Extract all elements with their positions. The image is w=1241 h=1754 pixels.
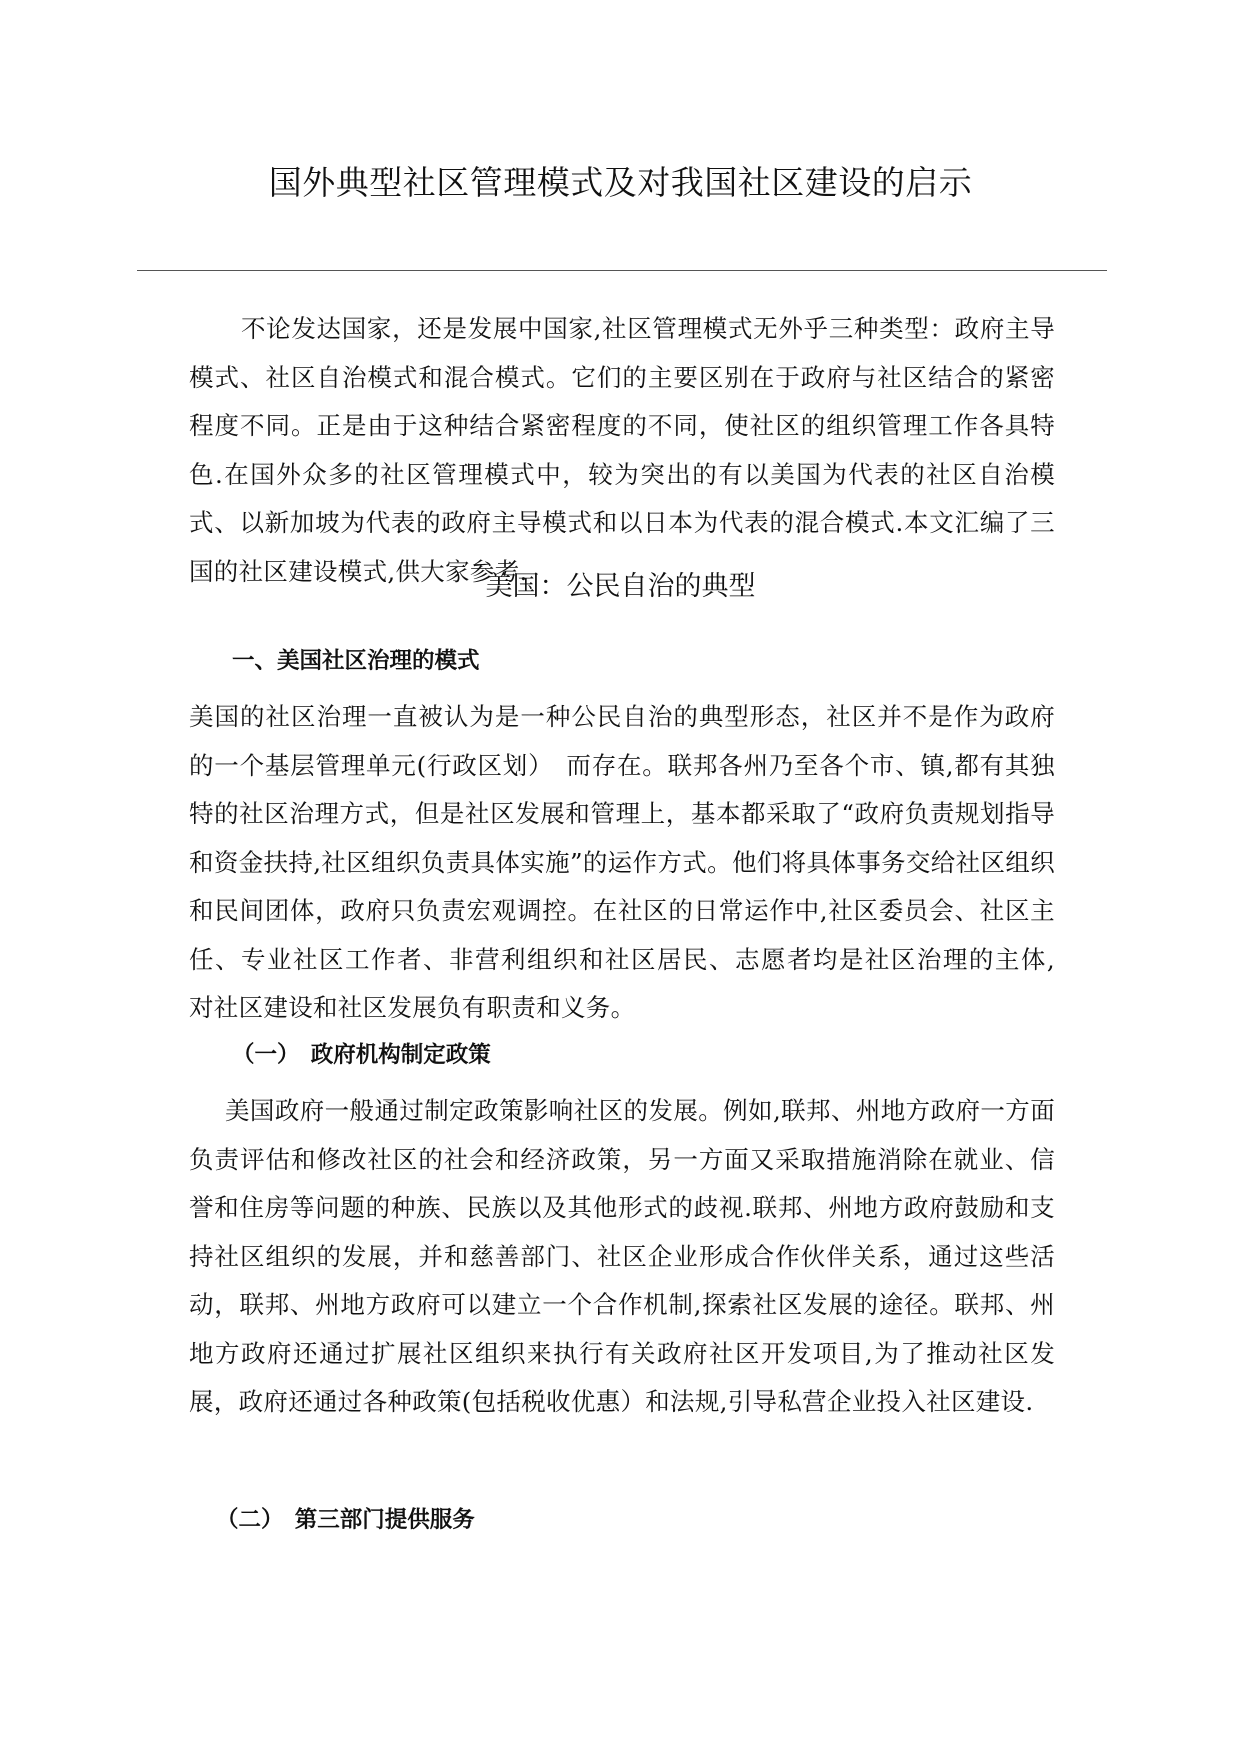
para-2-block [189, 1087, 1055, 1427]
intro-paragraph: 不论发达国家，还是发展中国家,社区管理模式无外乎三种类型：政府主导模式、社区自治模式和混合模式。它们的主要区别在于政府与社区结合的紧密程度不同。正是由于这种结合紧密程度的不同，使社区的组织管理工作各具特色.在国外众多的社区管理模式中，较为突出的有以美国为代表的社区自治模式、以新加坡为代表的政府主导模式和以日本为代表的混合模式.本文汇编了三国的社区建设模式,供大家参考. [189, 314, 1055, 586]
heading-2: （一） 政府机构制定政策 [232, 1042, 491, 1068]
heading-3: （二） 第三部门提供服务 [216, 1507, 475, 1533]
document-title: 国外典型社区管理模式及对我国社区建设的启示 [268, 163, 973, 202]
intro-block [189, 305, 1055, 596]
heading-1: 一、美国社区治理的模式 [232, 648, 480, 674]
section-title: 美国：公民自治的典型 [485, 571, 756, 602]
paragraph-2: 美国政府一般通过制定政策影响社区的发展。例如,联邦、州地方政府一方面负责评估和修改社区的社会和经济政策，另一方面又采取措施消除在就业、信誉和住房等问题的种族、民族以及其他形式的歧视.联邦、州地方政府鼓励和支持社区组织的发展，并和慈善部门、社区企业形成合作伙伴关系，通过这些活动，联邦、州地方政府可以建立一个合作机制,探索社区发展的途径。联邦、州地方政府还通过扩展社区组织来执行有关政府社区开发项目,为了推动社区发展，政府还通过各种政策(包括税收优惠）和法规,引导私营企业投入社区建设. [189, 1096, 1055, 1416]
title-divider [137, 270, 1107, 271]
paragraph-1: 美国的社区治理一直被认为是一种公民自治的典型形态，社区并不是作为政府的一个基层管理单元(行政区划） 而存在。联邦各州乃至各个市、镇,都有其独特的社区治理方式，但是社区发展和管理上，基本都采取了“政府负责规划指导和资金扶持,社区组织负责具体实施”的运作方式。他们将具体事务交给社区组织和民间团体，政府只负责宏观调控。在社区的日常运作中,社区委员会、社区主任、专业社区工作者、非营利组织和社区居民、志愿者均是社区治理的主体, 对社区建设和社区发展负有职责和义务。 [189, 702, 1080, 1022]
para-1-block [189, 693, 1080, 1033]
